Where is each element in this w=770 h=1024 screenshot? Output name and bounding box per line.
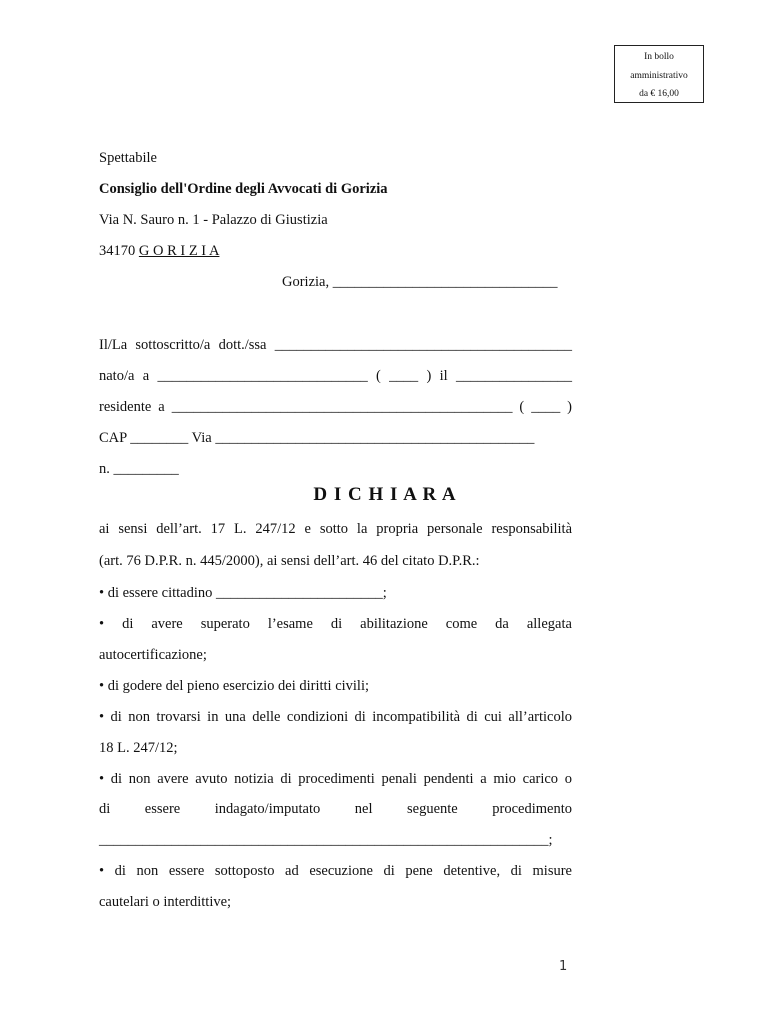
item-criminal-proceedings-line2: [99, 800, 572, 818]
item-exam-word: abilitazione: [360, 616, 428, 632]
item-exam-word: superato: [200, 616, 250, 632]
date-field: Gorizia, _______________________________: [282, 274, 558, 290]
item-citizenship: • di essere cittadino _______________________;: [99, 585, 387, 601]
item-exam-continuation: autocertificazione;: [99, 647, 207, 663]
item-proceedings-word: di: [99, 801, 111, 817]
intro-line-2: (art. 76 D.P.R. n. 445/2000), ai sensi dell’art. 46 del citato D.P.R.:: [99, 553, 480, 569]
item-exam-word: da: [495, 616, 509, 632]
item-exam-word: l’esame: [267, 616, 313, 632]
item-proceedings-word: procedimento: [492, 801, 572, 817]
applicant-residence-field: residente a _______________________________________________ ( ____ ): [99, 399, 572, 415]
addressee-postcode: 34170: [99, 243, 136, 259]
item-incompatibility-continuation: 18 L. 247/12;: [99, 740, 178, 756]
item-exam-word: di: [122, 616, 134, 632]
item-exam-word: •: [99, 616, 105, 632]
stamp-line-3: da € 16,00: [639, 89, 679, 99]
item-proceedings-word: essere: [144, 801, 181, 817]
intro-line-1: ai sensi dell’art. 17 L. 247/12 e sotto la propria personale responsabilità: [99, 521, 572, 537]
item-incompatibility: • di non trovarsi in una delle condizioni di incompatibilità di cui all’articolo: [99, 709, 572, 725]
item-proceedings-word: seguente: [407, 801, 458, 817]
addressee-city-line: [99, 242, 219, 260]
item-detention-continuation: cautelari o interdittive;: [99, 894, 232, 910]
declaration-heading: D I C H I A R A: [313, 484, 457, 505]
applicant-name-field: Il/La sottoscritto/a dott./ssa _________________________________________: [99, 337, 572, 353]
stamp-line-2: amministrativo: [630, 70, 688, 81]
item-criminal-proceedings-blank: ______________________________________________________________;: [99, 832, 553, 848]
applicant-address-field: CAP ________ Via ____________________________________________: [99, 430, 535, 446]
item-exam-word: di: [330, 616, 343, 632]
item-exam-passed: [99, 615, 572, 633]
addressee-city: G O R I Z I A: [138, 243, 220, 259]
item-civil-rights: • di godere del pieno esercizio dei diritti civili;: [99, 678, 370, 694]
item-exam-word: allegata: [526, 616, 572, 632]
addressee-street: Via N. Sauro n. 1 - Palazzo di Giustizia: [99, 212, 328, 228]
item-proceedings-word: nel: [354, 801, 373, 817]
stamp-line-1: In bollo: [644, 52, 674, 62]
item-criminal-proceedings: • di non avere avuto notizia di procedimenti penali pendenti a mio carico o: [99, 771, 572, 787]
applicant-number-field: n. _________: [99, 461, 179, 477]
revenue-stamp-box: [614, 45, 704, 103]
item-detention: • di non essere sottoposto ad esecuzione di pene detentive, di misure: [99, 863, 572, 879]
applicant-birth-field: nato/a a _____________________________ ( ____ ) il ________________: [99, 368, 572, 384]
item-proceedings-word: indagato/imputato: [214, 801, 321, 817]
page-number: 1: [559, 959, 568, 974]
item-exam-word: come: [445, 616, 478, 632]
addressee-name: Consiglio dell'Ordine degli Avvocati di Gorizia: [99, 181, 388, 197]
addressee-salutation: Spettabile: [99, 150, 157, 166]
item-exam-word: avere: [151, 616, 183, 632]
